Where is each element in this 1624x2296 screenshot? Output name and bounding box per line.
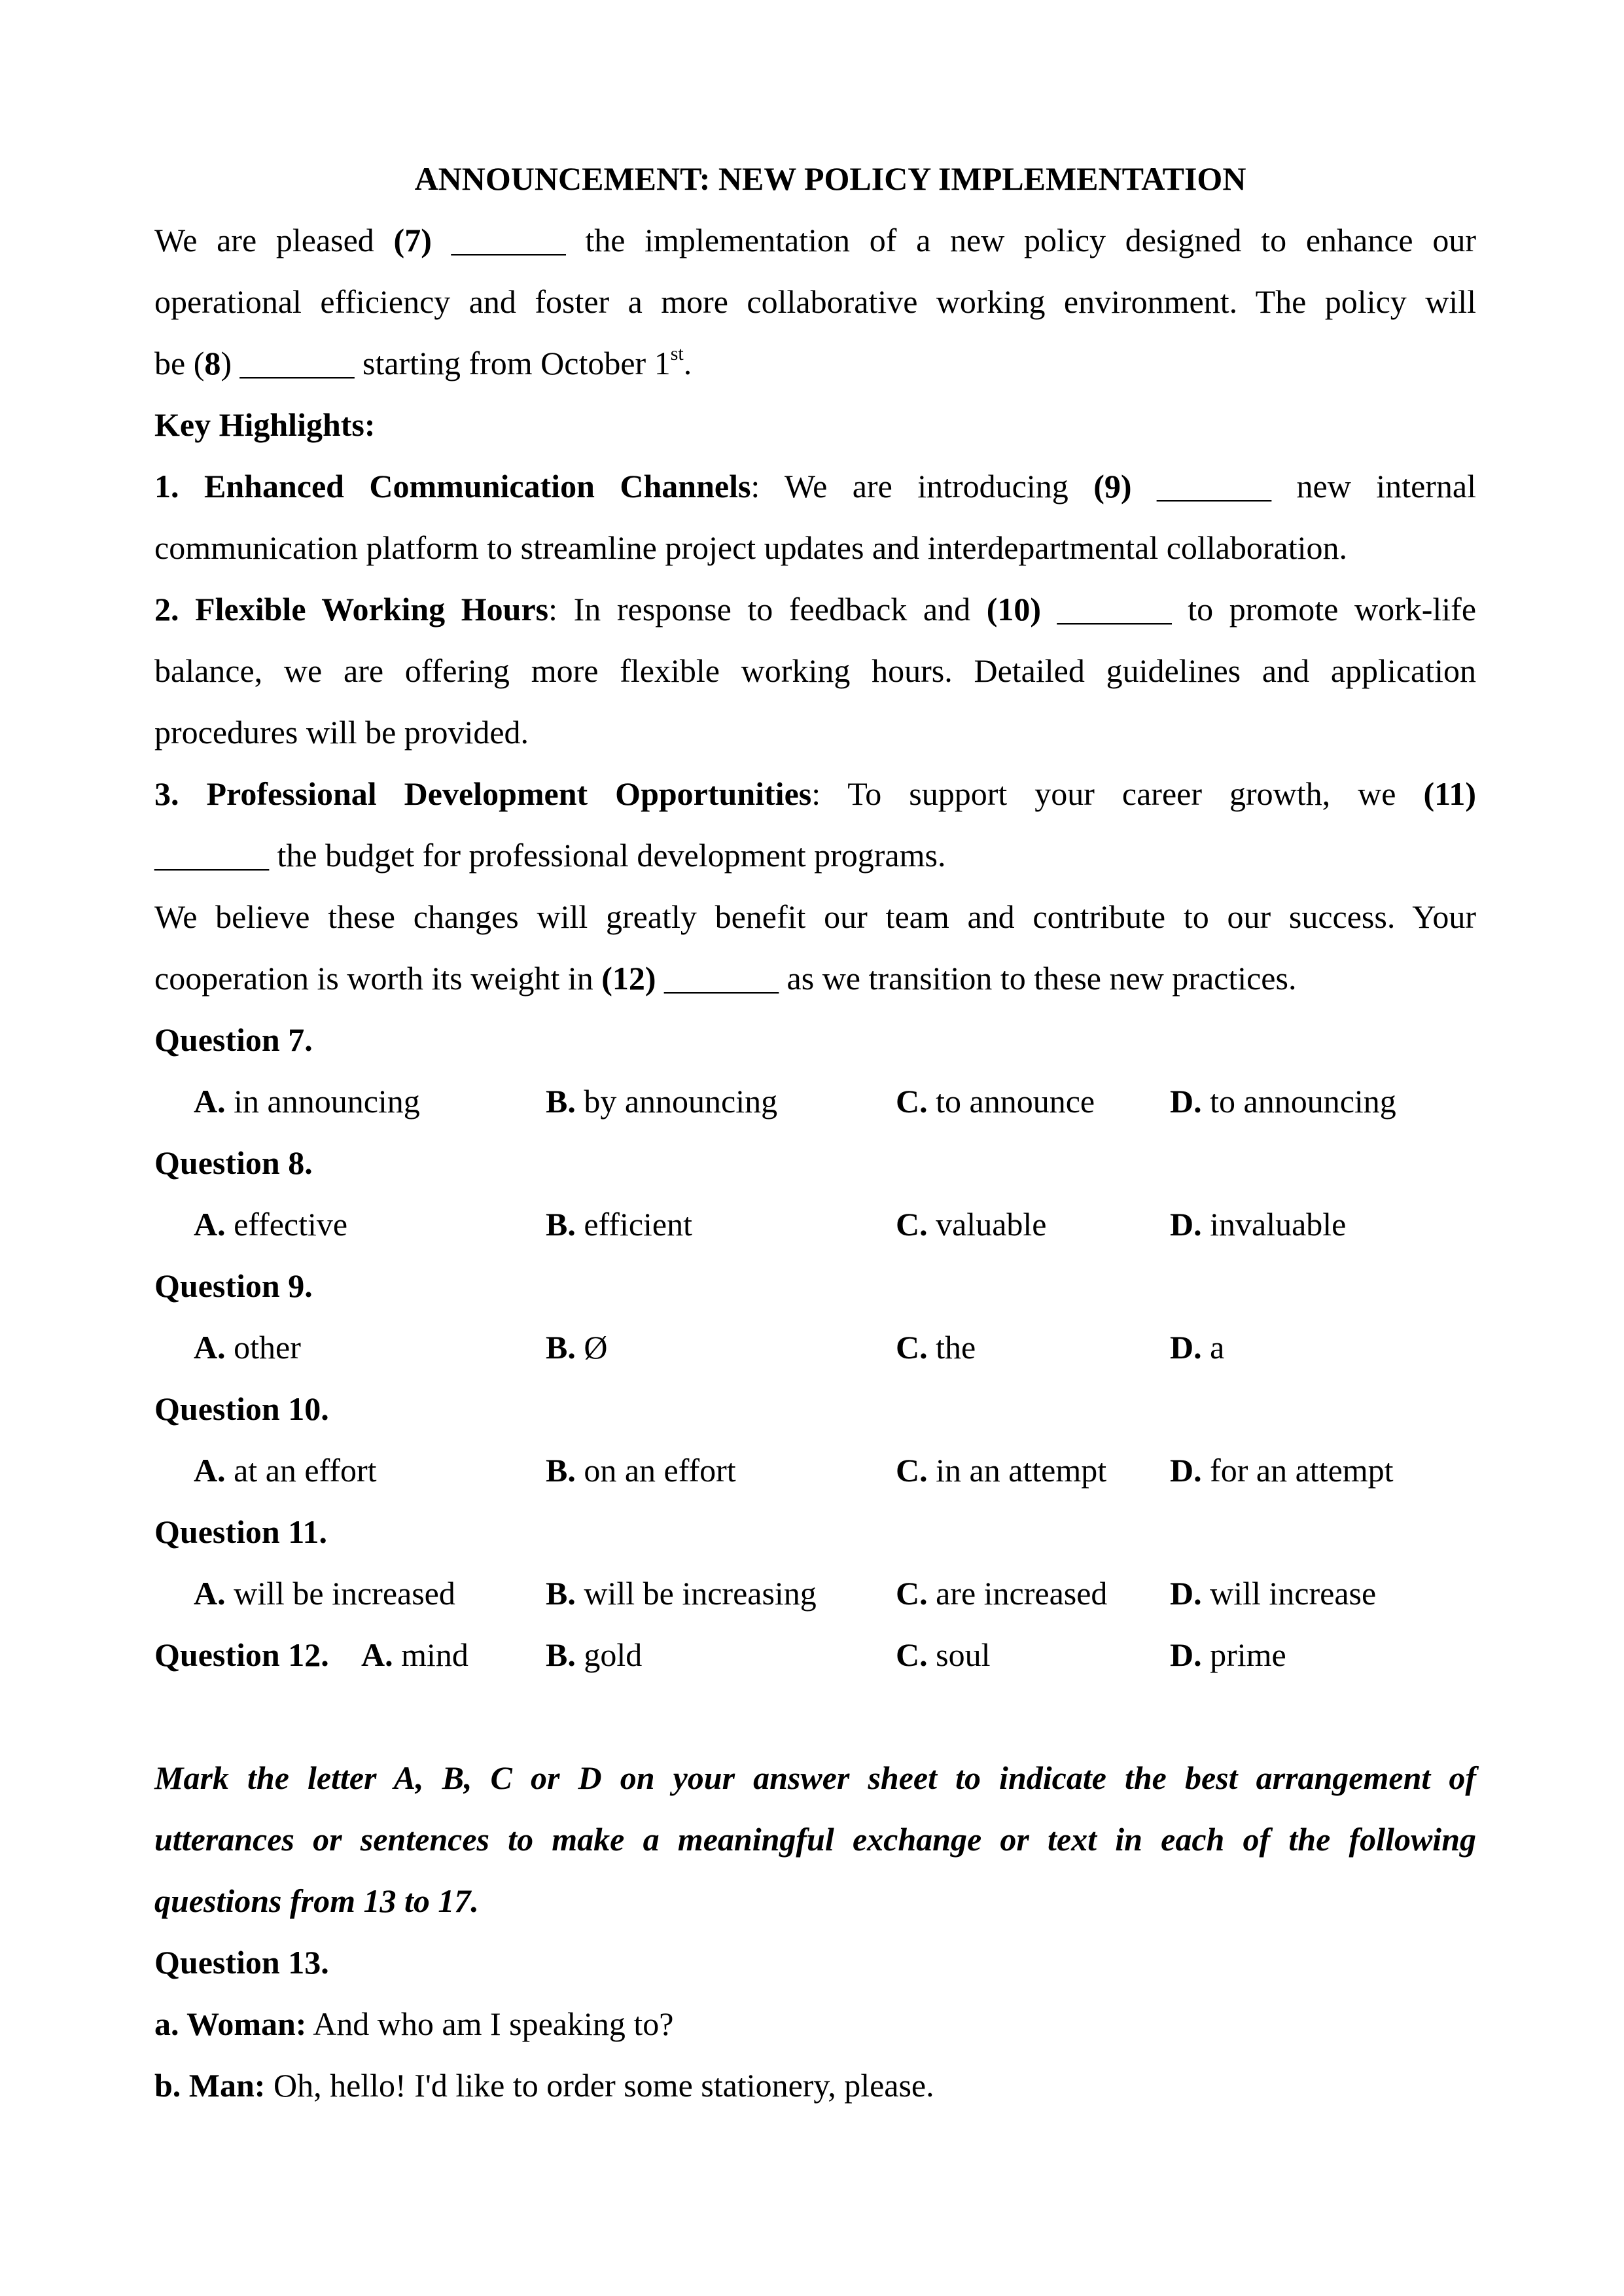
option-c[interactable]: C. are increased — [896, 1575, 1108, 1612]
passage-line: _______ the budget for professional development programs. — [154, 837, 946, 874]
utterance-b: b. Man: Oh, hello! I'd like to order some stationery, please. — [154, 2067, 934, 2104]
passage-line: be (8) _______ starting from October 1st. — [154, 343, 692, 381]
option-c[interactable]: C. to announce — [896, 1083, 1095, 1120]
question-label: Question 10. — [154, 1390, 329, 1427]
question-label: Question 11. — [154, 1513, 327, 1550]
option-d[interactable]: D. invaluable — [1170, 1206, 1347, 1243]
option-c[interactable]: C. in an attempt — [896, 1452, 1107, 1489]
highlight-1-line: 1. Enhanced Communication Channels: We are introducing (9) _______ new internal — [154, 468, 1476, 504]
passage-line: cooperation is worth its weight in (12) _______ as we transition to these new practices. — [154, 960, 1297, 997]
blank-7-number: (7) — [393, 222, 432, 258]
option-b[interactable]: B. on an effort — [546, 1452, 736, 1489]
option-a[interactable]: A. mind — [361, 1636, 468, 1673]
option-b[interactable]: B. efficient — [546, 1206, 693, 1243]
option-d[interactable]: D. prime — [1170, 1636, 1286, 1673]
option-a[interactable]: A. will be increased — [194, 1575, 455, 1612]
announcement-title: ANNOUNCEMENT: NEW POLICY IMPLEMENTATION — [414, 160, 1246, 197]
highlight-1-title: 1. Enhanced Communication Channels — [154, 468, 751, 504]
passage-line: operational efficiency and foster a more collaborative working environment. The policy will — [154, 283, 1476, 320]
highlight-3-line: 3. Professional Development Opportunities: To support your career growth, we (11) — [154, 775, 1476, 812]
passage-line: We believe these changes will greatly benefit our team and contribute to our success. Your — [154, 898, 1476, 935]
question-options — [154, 1439, 1476, 1501]
option-a[interactable]: A. in announcing — [194, 1083, 420, 1120]
option-c[interactable]: C. valuable — [896, 1206, 1047, 1243]
utterance-a: a. Woman: And who am I speaking to? — [154, 2005, 674, 2042]
option-c[interactable]: C. soul — [896, 1636, 991, 1673]
option-b[interactable]: B. gold — [546, 1636, 643, 1673]
option-d[interactable]: D. to announcing — [1170, 1083, 1396, 1120]
option-c[interactable]: C. the — [896, 1329, 976, 1366]
option-b[interactable]: B. Ø — [546, 1329, 608, 1366]
document-page — [154, 148, 1476, 2116]
instruction-line: utterances or sentences to make a meaningful exchange or text in each of the following — [154, 1821, 1476, 1858]
passage-line: We are pleased (7) _______ the implementation of a new policy designed to enhance our — [154, 222, 1476, 258]
blank-11-number: (11) — [1423, 775, 1476, 812]
option-a[interactable]: A. other — [194, 1329, 301, 1366]
question-label: Question 13. — [154, 1944, 329, 1981]
instruction-line: Mark the letter A, B, C or D on your answer sheet to indicate the best arrangement of — [154, 1759, 1476, 1796]
passage-line: procedures will be provided. — [154, 714, 529, 751]
option-a[interactable]: A. effective — [194, 1206, 348, 1243]
section-gap — [154, 1686, 1476, 1747]
option-d[interactable]: D. for an attempt — [1170, 1452, 1394, 1489]
option-b[interactable]: B. will be increasing — [546, 1575, 817, 1612]
blank-10-number: (10) — [986, 591, 1042, 627]
question-options — [154, 1193, 1476, 1255]
question-label: Question 7. — [154, 1021, 313, 1058]
question-label: Question 9. — [154, 1267, 313, 1304]
question-options — [154, 1070, 1476, 1132]
highlight-2-line: 2. Flexible Working Hours: In response to feedback and (10) _______ to promote work-life — [154, 591, 1477, 627]
option-a[interactable]: A. at an effort — [194, 1452, 377, 1489]
blank-9-number: (9) — [1093, 468, 1132, 504]
option-b[interactable]: B. by announcing — [546, 1083, 778, 1120]
highlight-2-title: 2. Flexible Working Hours — [154, 591, 549, 627]
question-label: Question 12. — [154, 1636, 329, 1673]
key-highlights-heading: Key Highlights: — [154, 406, 376, 443]
question-12-row — [154, 1624, 1476, 1686]
option-d[interactable]: D. will increase — [1170, 1575, 1377, 1612]
blank-8-number: 8 — [204, 345, 221, 381]
passage-line: balance, we are offering more flexible working hours. Detailed guidelines and application — [154, 652, 1476, 689]
option-d[interactable]: D. a — [1170, 1329, 1225, 1366]
question-options — [154, 1563, 1476, 1624]
question-label: Question 8. — [154, 1144, 313, 1181]
highlight-3-title: 3. Professional Development Opportunities — [154, 775, 812, 812]
question-options — [154, 1316, 1476, 1378]
instruction-line: questions from 13 to 17. — [154, 1882, 479, 1919]
passage-line: communication platform to streamline project updates and interdepartmental collaboration. — [154, 529, 1347, 566]
blank-12-number: (12) — [601, 960, 656, 997]
